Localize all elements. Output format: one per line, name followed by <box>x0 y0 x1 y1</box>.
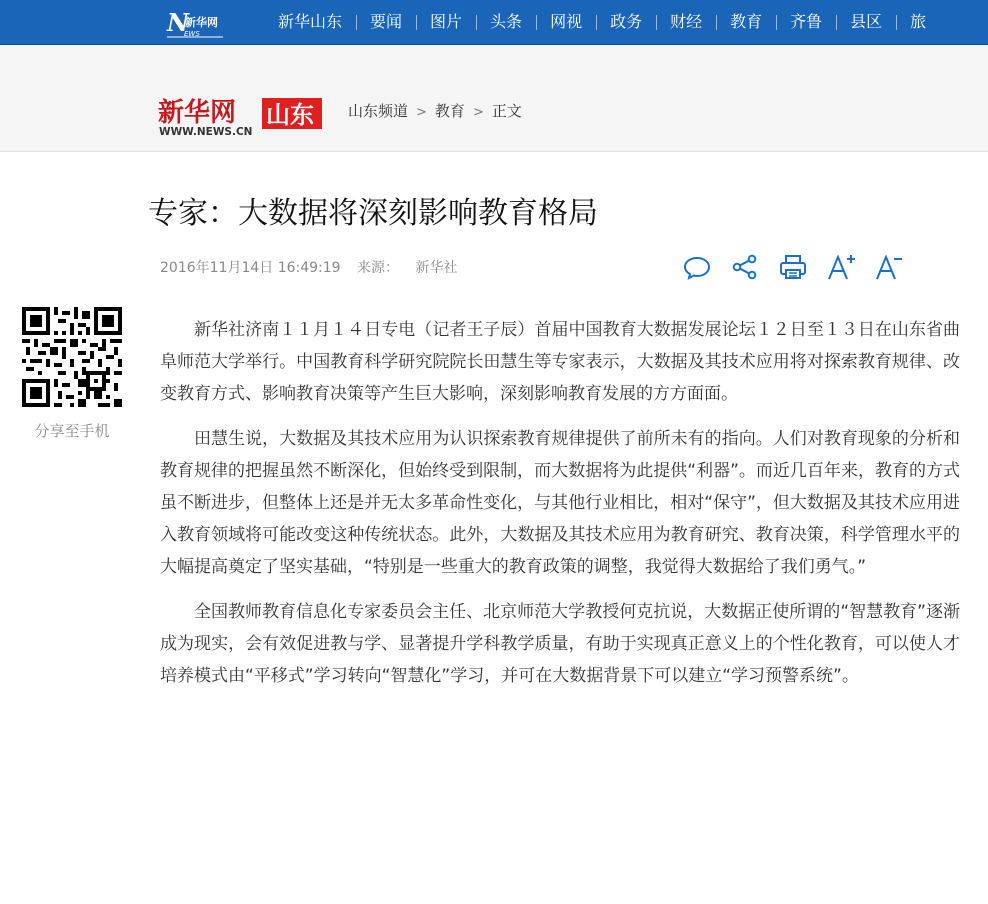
comment-icon[interactable] <box>682 252 712 282</box>
article-body <box>160 314 960 705</box>
nav-item-headlines[interactable]: 头条 <box>476 0 536 44</box>
nav-item-news[interactable]: 要闻 <box>356 0 416 44</box>
article-paragraph: 新华社济南１１月１４日专电（记者王子辰）首届中国教育大数据发展论坛１２日至１３日在山东省曲阜师范大学举行。中国教育科学研究院院长田慧生等专家表示，大数据及其技术应用将对探索教育规律、改变教育方式、影响教育决策等产生巨大影响，深刻影响教育发展的方方面面。 <box>160 320 960 404</box>
svg-text:WWW.NEWS.CN: WWW.NEWS.CN <box>159 126 253 138</box>
nav-item-counties[interactable]: 县区 <box>836 0 896 44</box>
breadcrumb-current: 正文 <box>491 102 522 120</box>
source-label: 来源： <box>357 260 400 276</box>
breadcrumb-education[interactable]: 教育 <box>434 102 465 120</box>
nav-item-travel[interactable]: 旅 <box>896 0 940 44</box>
svg-text:N: N <box>167 8 189 37</box>
font-decrease-icon[interactable] <box>874 252 904 282</box>
main-nav <box>264 0 940 44</box>
chevron-right-icon: > <box>416 105 427 120</box>
svg-text:山东: 山东 <box>266 101 314 129</box>
share-icon[interactable] <box>730 252 760 282</box>
article-toolbar <box>682 251 922 283</box>
article-paragraph: 田慧生说，大数据及其技术应用为认识探索教育规律提供了前所未有的指向。人们对教育现象的分析和教育规律的把握虽然不断深化，但始终受到限制，而大数据将为此提供“利器”。而近几百年来，教育的方式虽不断进步，但整体上还是并无太多革命性变化，与其他行业相比，相对“保守”，但大数据及其技术应用进入教育领域将可能改变这种传统状态。此外，大数据及其技术应用为教育研究、教育决策，科学管理水平的大幅提高奠定了坚实基础，“特别是一些重大的教育政策的调整，我觉得大数据给了我们勇气。” <box>160 429 960 577</box>
article-title: 专家：大数据将深刻影响教育格局 <box>148 196 598 231</box>
xinhua-logo-icon[interactable] <box>165 6 229 40</box>
xinhuanet-shandong-logo[interactable] <box>158 95 324 139</box>
nav-item-finance[interactable]: 财经 <box>656 0 716 44</box>
svg-text:新华网: 新华网 <box>158 98 237 128</box>
nav-item-qilu[interactable]: 齐鲁 <box>776 0 836 44</box>
nav-item-government[interactable]: 政务 <box>596 0 656 44</box>
article-meta <box>160 257 470 277</box>
nav-item-education[interactable]: 教育 <box>716 0 776 44</box>
nav-item-photos[interactable]: 图片 <box>416 0 476 44</box>
publish-datetime: 2016年11月14日 16:49:19 <box>160 260 341 276</box>
channel-header <box>0 45 988 152</box>
breadcrumb-shandong-channel[interactable]: 山东频道 <box>348 102 409 120</box>
svg-text:EWS: EWS <box>184 30 200 38</box>
chevron-right-icon: > <box>472 105 484 120</box>
font-increase-icon[interactable] <box>826 252 856 282</box>
nav-item-xinhua-shandong[interactable]: 新华山东 <box>278 12 343 31</box>
nav-item-video[interactable]: 网视 <box>536 0 596 44</box>
print-icon[interactable] <box>778 252 808 282</box>
top-nav-bar <box>0 0 988 45</box>
breadcrumb <box>348 101 543 123</box>
share-to-phone-label: 分享至手机 <box>34 422 110 440</box>
article-paragraph: 全国教师教育信息化专家委员会主任、北京师范大学教授何克抗说，大数据正使所谓的“智慧教育”逐渐成为现实，会有效促进教与学、显著提升学科教学质量，有助于实现真正意义上的个性化教育，可以使人才培养模式由“平移式”学习转向“智慧化”学习，并可在大数据背景下可以建立“学习预警系统”。 <box>160 602 960 686</box>
source-name: 新华社 <box>415 260 458 276</box>
svg-text:新华网: 新华网 <box>185 16 218 29</box>
qr-code-icon <box>22 307 122 407</box>
